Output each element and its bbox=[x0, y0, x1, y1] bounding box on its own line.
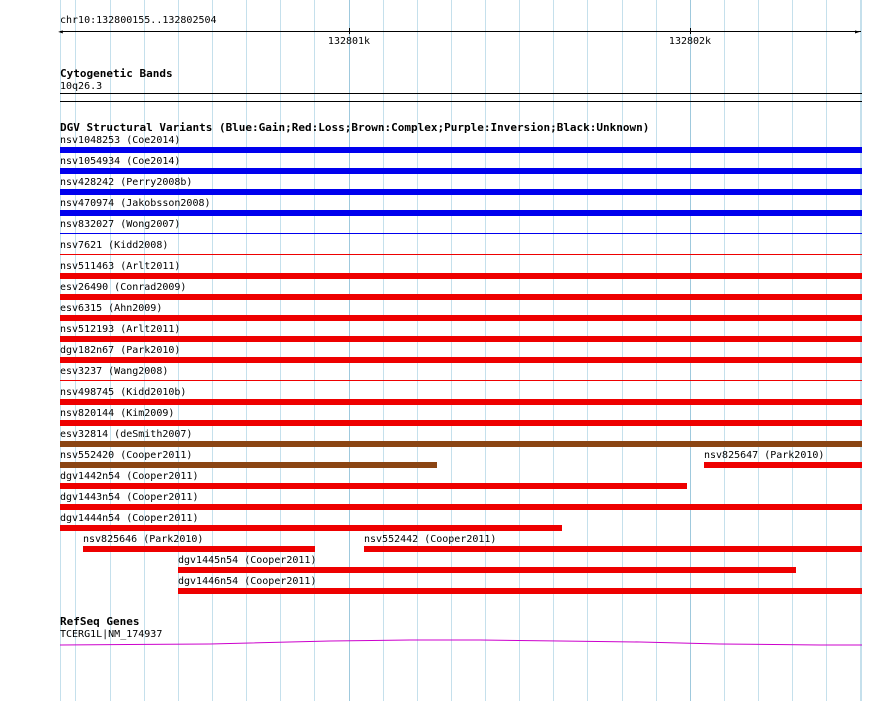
sv-feature-label[interactable]: nsv7621 (Kidd2008) bbox=[60, 240, 169, 251]
sv-feature-label[interactable]: esv32814 (deSmith2007) bbox=[60, 429, 193, 440]
sv-feature-label[interactable]: nsv512193 (Arlt2011) bbox=[60, 324, 181, 335]
sv-feature-label[interactable]: nsv552420 (Cooper2011) bbox=[60, 450, 193, 461]
location-label: chr10:132800155..132802504 bbox=[60, 15, 217, 26]
sv-feature-label[interactable]: esv6315 (Ahn2009) bbox=[60, 303, 163, 314]
ruler-tick-label: 132801k bbox=[327, 36, 371, 47]
sv-feature-label[interactable]: dgv182n67 (Park2010) bbox=[60, 345, 181, 356]
sv-feature-label[interactable]: nsv511463 (Arlt2011) bbox=[60, 261, 181, 272]
refseq-track-title: RefSeq Genes bbox=[60, 615, 140, 628]
sv-feature-label[interactable]: nsv470974 (Jakobsson2008) bbox=[60, 198, 211, 209]
sv-feature-label[interactable]: nsv1048253 (Coe2014) bbox=[60, 135, 181, 146]
sv-feature-label[interactable]: esv26490 (Conrad2009) bbox=[60, 282, 187, 293]
left-arrow-icon[interactable]: ◄ bbox=[58, 27, 63, 36]
cyto-band-label: 10q26.3 bbox=[60, 81, 103, 92]
cyto-track-title: Cytogenetic Bands bbox=[60, 67, 173, 80]
sv-feature-label[interactable]: nsv820144 (Kim2009) bbox=[60, 408, 175, 419]
gene-label[interactable]: TCERG1L|NM_174937 bbox=[60, 629, 163, 640]
sv-feature-label[interactable]: dgv1442n54 (Cooper2011) bbox=[60, 471, 199, 482]
sv-feature-label[interactable]: dgv1443n54 (Cooper2011) bbox=[60, 492, 199, 503]
sv-feature-label[interactable]: nsv825646 (Park2010) bbox=[83, 534, 204, 545]
dgv-track-title: DGV Structural Variants (Blue:Gain;Red:Loss;Brown:Complex;Purple:Inversion;Black:Unknown) bbox=[60, 121, 650, 134]
gene-intron-line[interactable] bbox=[60, 640, 862, 645]
sv-feature-label[interactable]: nsv825647 (Park2010) bbox=[704, 450, 825, 461]
sv-feature-label[interactable]: nsv552442 (Cooper2011) bbox=[364, 534, 497, 545]
sv-feature-label[interactable]: nsv498745 (Kidd2010b) bbox=[60, 387, 187, 398]
sv-feature-label[interactable]: nsv1054934 (Coe2014) bbox=[60, 156, 181, 167]
right-arrow-icon[interactable]: ► bbox=[855, 27, 860, 36]
ruler-tick-label: 132802k bbox=[668, 36, 712, 47]
sv-feature-label[interactable]: dgv1444n54 (Cooper2011) bbox=[60, 513, 199, 524]
sv-feature-label[interactable]: nsv832027 (Wong2007) bbox=[60, 219, 181, 230]
sv-feature-label[interactable]: dgv1446n54 (Cooper2011) bbox=[178, 576, 317, 587]
sv-feature-label[interactable]: esv3237 (Wang2008) bbox=[60, 366, 169, 377]
sv-feature-label[interactable]: nsv428242 (Perry2008b) bbox=[60, 177, 193, 188]
sv-feature-label[interactable]: dgv1445n54 (Cooper2011) bbox=[178, 555, 317, 566]
